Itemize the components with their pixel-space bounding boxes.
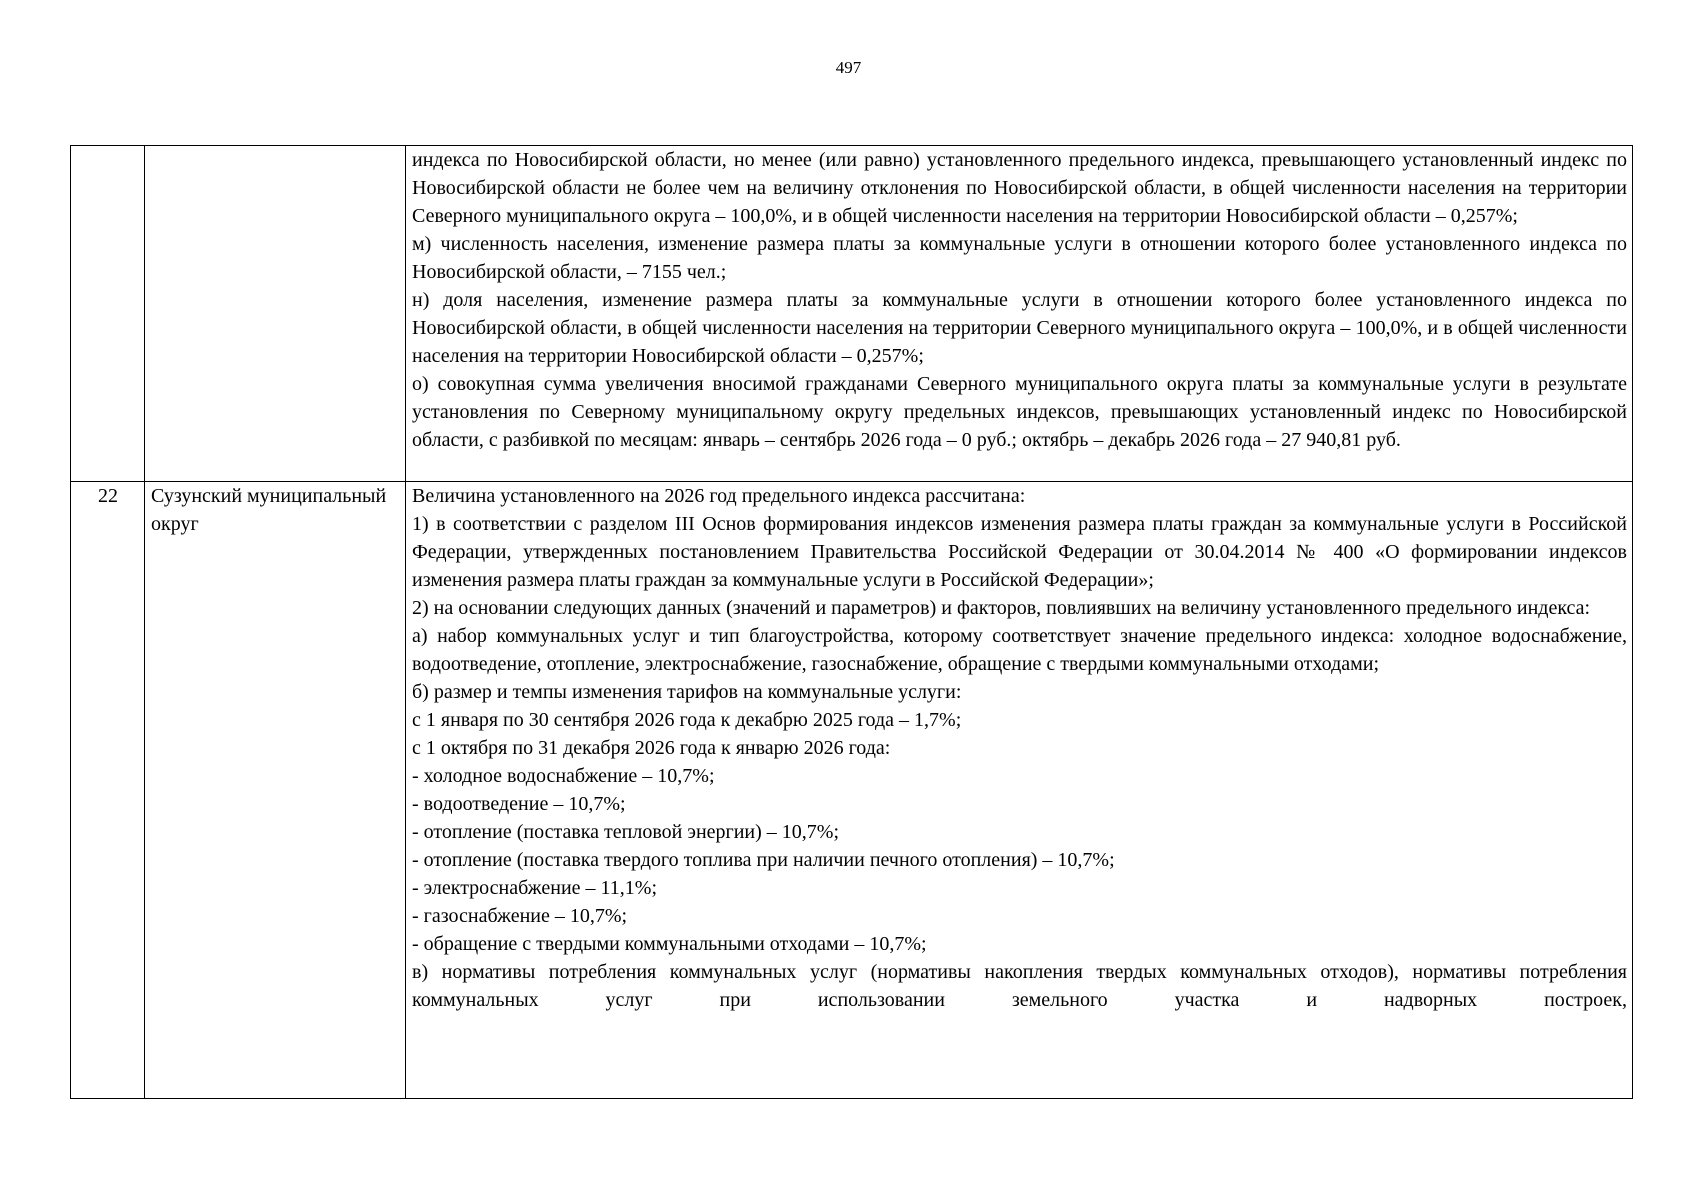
description-cell	[406, 146, 1633, 482]
paragraph: - отопление (поставка тепловой энергии) – 10,7%;	[412, 821, 840, 843]
paragraph: б) размер и темпы изменения тарифов на коммунальные услуги:	[412, 681, 962, 703]
paragraph: о) совокупная сумма увеличения вносимой гражданами Северного муниципального округа платы за коммунальные услуги в результате установления по Северному муниципальному округу предельных индексов, превышающих установленный индекс по Новосибирской области, с разбивкой по месяцам: январь – сентябрь 2026 года – 0 руб.; октябрь – декабрь 2026 года – 27 940,81 руб.	[412, 373, 1627, 451]
row-number-cell	[71, 146, 145, 482]
description-cell	[406, 482, 1633, 1099]
municipality-name-cell	[145, 146, 406, 482]
paragraph: 1) в соответствии с разделом III Основ формирования индексов изменения размера платы граждан за коммунальные услуги в Российской Федерации, утвержденных постановлением Правительства Российской Федерации от 30.04.2014 № 400 «О формировании индексов изменения размера платы граждан за коммунальные услуги в Российской Федерации»;	[412, 513, 1627, 591]
paragraph: - обращение с твердыми коммунальными отходами – 10,7%;	[412, 933, 927, 955]
paragraph: н) доля населения, изменение размера платы за коммунальные услуги в отношении которого более установленного индекса по Новосибирской области, в общей численности населения на территории Северного муниципального округа – 100,0%, и в общей численности населения на территории Новосибирской области – 0,257%;	[412, 289, 1627, 367]
paragraph: с 1 октября по 31 декабря 2026 года к январю 2026 года:	[412, 737, 891, 759]
paragraph: индекса по Новосибирской области, но менее (или равно) установленного предельного индекса, превышающего установленный индекс по Новосибирской области не более чем на величину отклонения по Новосибирской области, в общей численности населения на территории Северного муниципального округа – 100,0%, и в общей численности населения на территории Новосибирской области – 0,257%;	[412, 149, 1627, 227]
paragraph: - газоснабжение – 10,7%;	[412, 905, 628, 927]
paragraph: м) численность населения, изменение размера платы за коммунальные услуги в отношении которого более установленного индекса по Новосибирской области, – 7155 чел.;	[412, 233, 1627, 283]
paragraph: - электроснабжение – 11,1%;	[412, 877, 657, 899]
page-number: 497	[835, 58, 862, 77]
paragraph: а) набор коммунальных услуг и тип благоустройства, которому соответствует значение предельного индекса: холодное водоснабжение, водоотведение, отопление, электроснабжение, газоснабжение, обращение с твердыми коммунальными отходами;	[412, 625, 1627, 675]
paragraph: 2) на основании следующих данных (значений и параметров) и факторов, повлиявших на величину установленного предельного индекса:	[412, 597, 1591, 619]
paragraph: - отопление (поставка твердого топлива при наличии печного отопления) – 10,7%;	[412, 849, 1115, 871]
table-row	[71, 146, 1633, 482]
paragraph: - холодное водоснабжение – 10,7%;	[412, 765, 715, 787]
municipality-name-cell: Сузунский муниципальный округ	[145, 482, 406, 1099]
row-number-cell: 22	[71, 482, 145, 1099]
paragraph: - водоотведение – 10,7%;	[412, 793, 626, 815]
paragraph: Величина установленного на 2026 год предельного индекса рассчитана:	[412, 485, 1026, 507]
document-table	[70, 145, 1633, 1099]
table-row	[71, 482, 1633, 1099]
paragraph: в) нормативы потребления коммунальных услуг (нормативы накопления твердых коммунальных отходов), нормативы потребления коммунальных услуг при использовании земельного участка и надворных построек,	[412, 961, 1627, 1011]
paragraph: с 1 января по 30 сентября 2026 года к декабрю 2025 года – 1,7%;	[412, 709, 962, 731]
